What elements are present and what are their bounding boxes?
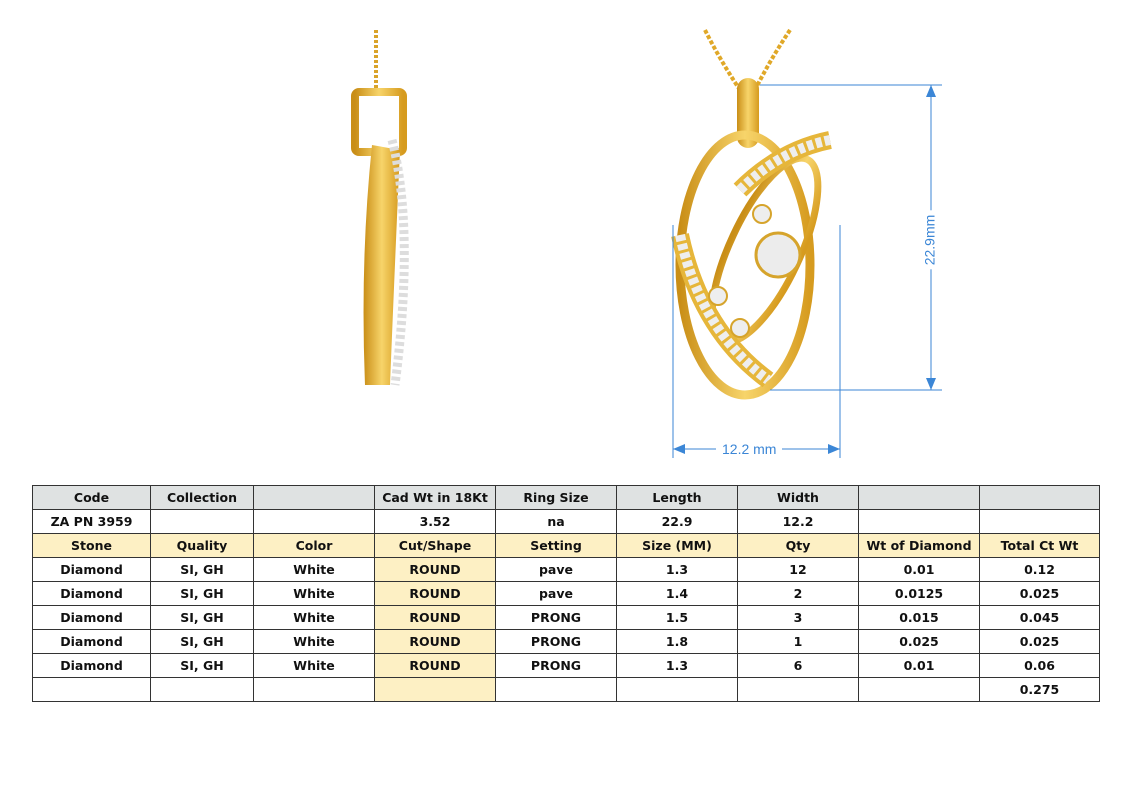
table-cell: Diamond — [33, 630, 151, 654]
table-row — [33, 582, 1100, 606]
table-cell — [151, 510, 254, 534]
table-cell — [254, 486, 375, 510]
table-cell: 0.12 — [980, 558, 1100, 582]
table-cell: SI, GH — [151, 630, 254, 654]
table-cell: 0.01 — [859, 654, 980, 678]
table-cell: Qty — [738, 534, 859, 558]
table-cell: 0.0125 — [859, 582, 980, 606]
table-cell: 1 — [738, 630, 859, 654]
table-cell: Diamond — [33, 606, 151, 630]
table-cell: 1.3 — [617, 654, 738, 678]
table-cell: SI, GH — [151, 606, 254, 630]
table-cell: pave — [496, 558, 617, 582]
table-cell: ROUND — [375, 630, 496, 654]
table-cell: 0.01 — [859, 558, 980, 582]
table-row — [33, 558, 1100, 582]
table-cell — [859, 510, 980, 534]
table-cell: 3 — [738, 606, 859, 630]
table-cell: Diamond — [33, 558, 151, 582]
table-cell — [980, 510, 1100, 534]
table-cell: Collection — [151, 486, 254, 510]
table-cell: 0.275 — [980, 678, 1100, 702]
table-row — [33, 534, 1100, 558]
table-cell: ROUND — [375, 654, 496, 678]
table-cell: ROUND — [375, 558, 496, 582]
table-cell — [617, 678, 738, 702]
table-cell: White — [254, 654, 375, 678]
width-dimension-label: 12.2 mm — [716, 441, 782, 457]
table-cell: 1.4 — [617, 582, 738, 606]
table-cell: SI, GH — [151, 654, 254, 678]
table-row — [33, 606, 1100, 630]
table-cell: Diamond — [33, 654, 151, 678]
table-cell — [980, 486, 1100, 510]
table-cell: 0.025 — [859, 630, 980, 654]
table-cell: Ring Size — [496, 486, 617, 510]
table-cell — [738, 678, 859, 702]
table-cell: 0.025 — [980, 582, 1100, 606]
length-dimension-label: 22.9mm — [921, 211, 937, 270]
table-cell: ZA PN 3959 — [33, 510, 151, 534]
table-cell: Total Ct Wt — [980, 534, 1100, 558]
table-row — [33, 486, 1100, 510]
table-cell: SI, GH — [151, 582, 254, 606]
table-row — [33, 630, 1100, 654]
table-row — [33, 678, 1100, 702]
table-cell — [859, 486, 980, 510]
table-cell: Cad Wt in 18Kt — [375, 486, 496, 510]
table-cell: Quality — [151, 534, 254, 558]
table-cell: 1.3 — [617, 558, 738, 582]
pendant-side-view — [355, 30, 404, 385]
table-cell: White — [254, 630, 375, 654]
table-cell: ROUND — [375, 606, 496, 630]
table-cell: 6 — [738, 654, 859, 678]
table-cell: 2 — [738, 582, 859, 606]
table-cell: 0.025 — [980, 630, 1100, 654]
table-cell: Color — [254, 534, 375, 558]
table-cell — [859, 678, 980, 702]
table-cell: Size (MM) — [617, 534, 738, 558]
table-cell: 12.2 — [738, 510, 859, 534]
table-cell: White — [254, 582, 375, 606]
table-cell: 0.015 — [859, 606, 980, 630]
table-cell: PRONG — [496, 630, 617, 654]
table-cell: SI, GH — [151, 558, 254, 582]
table-cell: Setting — [496, 534, 617, 558]
table-cell: 1.8 — [617, 630, 738, 654]
table-cell: White — [254, 558, 375, 582]
spec-table — [32, 485, 1100, 702]
table-cell: PRONG — [496, 654, 617, 678]
table-row — [33, 654, 1100, 678]
table-row — [33, 510, 1100, 534]
table-cell: 3.52 — [375, 510, 496, 534]
table-cell: 0.06 — [980, 654, 1100, 678]
table-cell: Cut/Shape — [375, 534, 496, 558]
table-cell: na — [496, 510, 617, 534]
table-cell: Code — [33, 486, 151, 510]
table-cell — [151, 678, 254, 702]
table-cell: PRONG — [496, 606, 617, 630]
table-cell — [254, 678, 375, 702]
table-cell — [496, 678, 617, 702]
table-cell: 22.9 — [617, 510, 738, 534]
table-cell: Stone — [33, 534, 151, 558]
table-cell — [33, 678, 151, 702]
table-cell — [254, 510, 375, 534]
table-cell — [375, 678, 496, 702]
table-cell: Width — [738, 486, 859, 510]
table-cell: Length — [617, 486, 738, 510]
table-cell: pave — [496, 582, 617, 606]
table-cell: Wt of Diamond — [859, 534, 980, 558]
table-cell: ROUND — [375, 582, 496, 606]
table-cell: 0.045 — [980, 606, 1100, 630]
table-cell: Diamond — [33, 582, 151, 606]
table-cell: White — [254, 606, 375, 630]
table-cell: 12 — [738, 558, 859, 582]
table-cell: 1.5 — [617, 606, 738, 630]
